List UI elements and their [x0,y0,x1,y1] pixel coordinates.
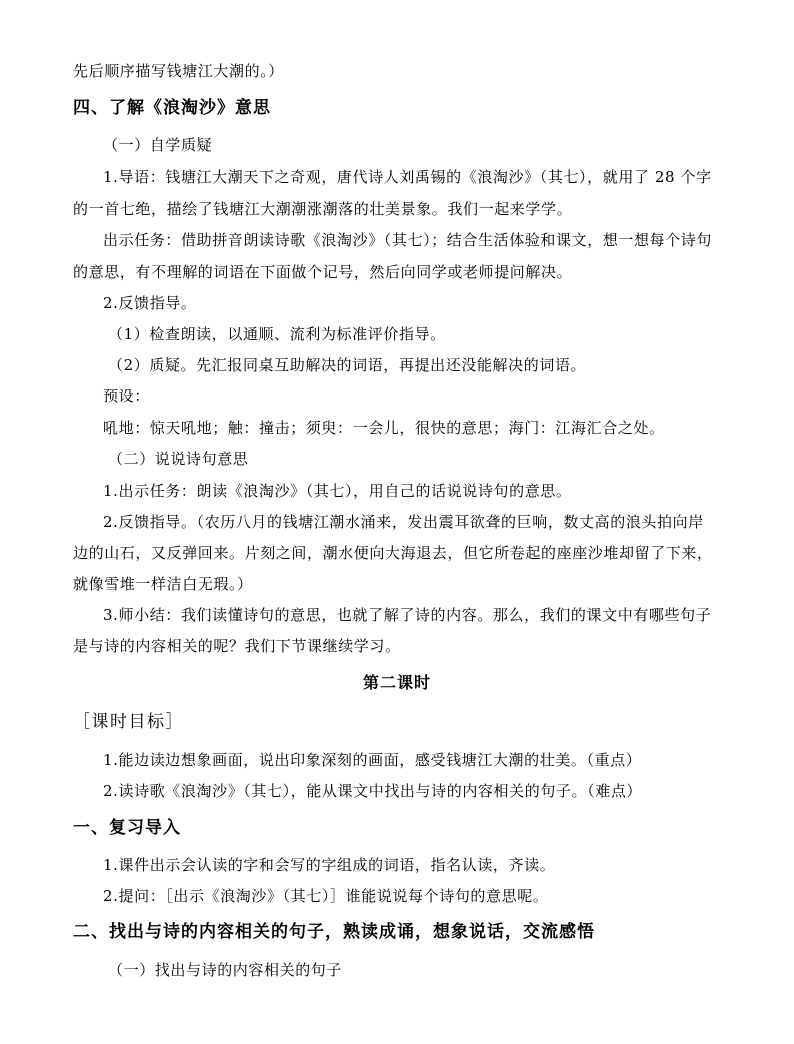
paragraph-text: 1.导语：钱塘江大潮天下之奇观，唐代诗人刘禹锡的《浪淘沙》（其七），就用了 28 个字 [103,168,712,186]
paragraph-text: 2.提问：［出示《浪淘沙》（其七）］谁能说说每个诗句的意思呢。 [103,887,549,905]
section-heading: 二、找出与诗的内容相关的句子，熟读成诵，想象说话，交流感悟 [73,922,595,942]
paragraph-text: 就像雪堆一样洁白无瑕。） [73,575,253,593]
paragraph-text: 1.出示任务：朗读《浪淘沙》（其七），用自己的话说说诗句的意思。 [103,482,572,500]
paragraph-text: 3.师小结：我们读懂诗句的意思，也就了解了诗的内容。那么，我们的课文中有哪些句子 [103,606,712,624]
paragraph-text: 先后顺序描写钱塘江大潮的。） [73,62,284,80]
paragraph-text: 2.反馈指导。 [103,294,197,312]
paragraph-text: 2.读诗歌《浪淘沙》（其七），能从课文中找出与诗的内容相关的句子。（难点） [103,782,643,800]
paragraph-text: 的一首七绝，描绘了钱塘江大潮潮涨潮落的壮美景象。我们一起来学学。 [73,200,573,218]
paragraph-text: 预设： [103,387,150,405]
subsection-heading: （二）说说诗句意思 [108,450,249,468]
paragraph-text: 出示任务：借助拼音朗读诗歌《浪淘沙》（其七）；结合生活体验和课文，想一想每个诗句 [103,231,713,249]
section-heading: 四、了解《浪淘沙》意思 [73,98,271,118]
objectives-heading: ［课时目标］ [73,712,184,732]
paragraph-text: 2.反馈指导。（农历八月的钱塘江潮水涌来，发出震耳欲聋的巨响，数丈高的浪头拍向岸 [103,513,704,531]
paragraph-text: 1.课件出示会认读的字和会写的字组成的词语，指名认读，齐读。 [103,856,556,874]
lesson-title: 第二课时 [362,673,431,692]
paragraph-text: 的意思，有不理解的词语在下面做个记号，然后向同学或老师提问解决。 [73,263,573,281]
subsection-heading: （一）自学质疑 [103,136,213,154]
section-heading: 一、复习导入 [73,818,181,838]
subsection-heading: （一）找出与诗的内容相关的句子 [108,961,343,979]
paragraph-text: （2）质疑。先汇报同桌互助解决的词语，再提出还没能解决的词语。 [108,356,587,374]
paragraph-text: 吼地：惊天吼地；触：撞击；须臾：一会儿，很快的意思；海门：江海汇合之处。 [103,419,665,437]
paragraph-text: 边的山石，又反弹回来。片刻之间，潮水便向大海退去，但它所卷起的座座沙堆却留了下来， [73,544,713,562]
paragraph-text: （1）检查朗读，以通顺、流利为标准评价指导。 [108,325,446,343]
paragraph-text: 是与诗的内容相关的呢？我们下节课继续学习。 [73,637,401,655]
paragraph-text: 1.能边读边想象画面，说出印象深刻的画面，感受钱塘江大潮的壮美。（重点） [103,751,642,769]
